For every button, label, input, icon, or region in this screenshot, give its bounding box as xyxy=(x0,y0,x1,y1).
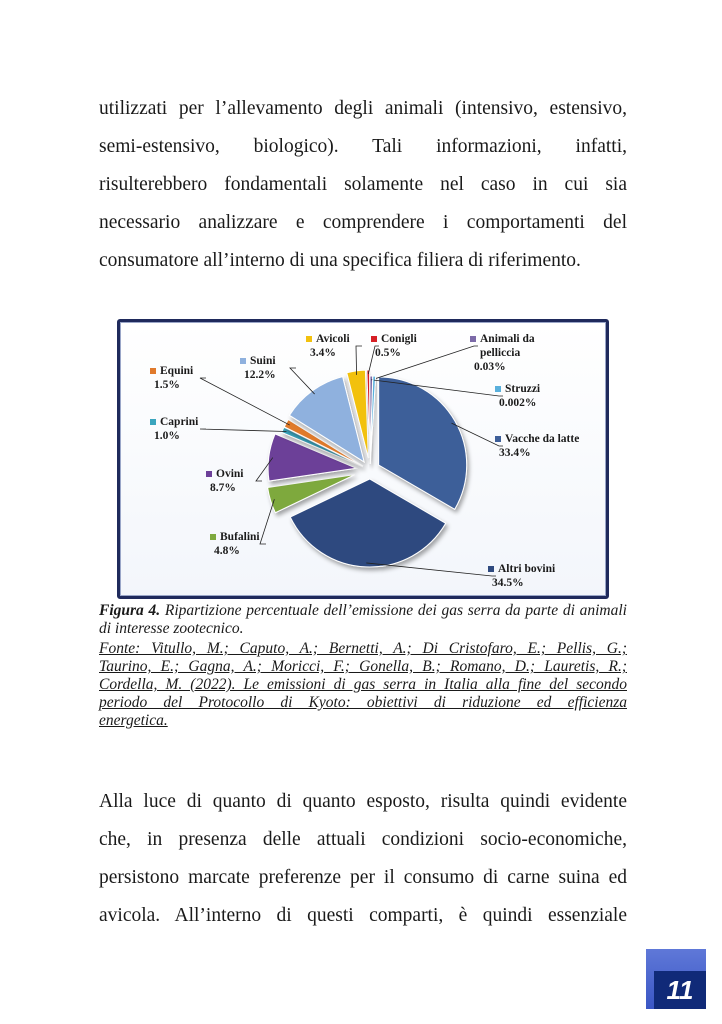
text-line: che, in presenza delle attuali condizioni socio-economiche, xyxy=(99,829,627,850)
legend-swatch xyxy=(495,386,501,392)
slice-value-label: 34.5% xyxy=(492,577,524,589)
leader-line xyxy=(366,563,496,576)
text-line: risulterebbero fondamentali solamente nel caso in cui sia xyxy=(99,174,627,195)
page-number-badge xyxy=(646,949,706,1009)
slice-label: Equini xyxy=(160,365,194,377)
text-line: necessario analizzare e comprendere i comportamenti del xyxy=(99,212,627,233)
slice-label: Altri bovini xyxy=(498,563,556,575)
slice-label: Avicoli xyxy=(316,333,350,345)
legend-swatch xyxy=(206,471,212,477)
source-line: periodo del Protocollo di Kyoto: obiettivi di riduzione ed efficienza xyxy=(99,694,627,711)
source-line: Fonte: Vitullo, M.; Caputo, A.; Bernetti, A.; Di Cristofaro, E.; Pellis, G.; xyxy=(99,640,627,657)
text-line: consumatore all’interno di una specifica filiera di riferimento. xyxy=(99,250,581,271)
slice-value-label: 8.7% xyxy=(210,482,236,494)
slice-label: Suini xyxy=(250,355,276,367)
figure-caption-text: Ripartizione percentuale dell’emissione dei gas serra da parte di animali di interesse zootecnico. xyxy=(99,602,627,637)
legend-swatch xyxy=(495,436,501,442)
text-line: persistono marcate preferenze per il consumo di carne suina ed xyxy=(99,867,627,888)
source-line: energetica. xyxy=(99,712,168,729)
slice-label: Struzzi xyxy=(505,383,541,395)
text-line: semi-estensivo, biologico). Tali informazioni, infatti, xyxy=(99,136,627,157)
leader-line xyxy=(260,499,274,544)
slice-value-label: 12.2% xyxy=(244,369,276,381)
pie-slice-vacche-da-latte xyxy=(379,377,467,509)
leader-line xyxy=(200,429,286,431)
slice-value-label: 0.5% xyxy=(375,347,401,359)
legend-swatch xyxy=(210,534,216,540)
pie-chart xyxy=(120,322,606,596)
legend-swatch xyxy=(240,358,246,364)
text-line: utilizzati per l’allevamento degli animali (intensivo, estensivo, xyxy=(99,98,627,119)
source-line: Taurino, E.; Gagna, A.; Moricci, F.; Gonella, B.; Romano, D.; Lauretis, R.; xyxy=(99,658,627,675)
legend-swatch xyxy=(150,368,156,374)
legend-swatch xyxy=(306,336,312,342)
pie-chart-figure xyxy=(117,319,609,599)
source-line: Cordella, M. (2022). Le emissioni di gas serra in Italia alla fine del secondo xyxy=(99,676,627,693)
slice-label: Bufalini xyxy=(220,531,260,543)
legend-swatch xyxy=(470,336,476,342)
slice-value-label: 0.002% xyxy=(499,397,537,409)
body-paragraph-bottom xyxy=(99,783,627,935)
leader-line xyxy=(200,378,290,425)
leader-line xyxy=(290,368,315,394)
figure-caption xyxy=(99,602,627,638)
slice-label: Animali da xyxy=(480,333,535,345)
slice-value-label: 1.0% xyxy=(154,430,180,442)
legend-swatch xyxy=(150,419,156,425)
slice-label: Vacche da latte xyxy=(505,433,580,445)
slice-label: pelliccia xyxy=(480,347,521,359)
slice-value-label: 3.4% xyxy=(310,347,336,359)
slice-label: Caprini xyxy=(160,416,199,428)
legend-swatch xyxy=(488,566,494,572)
slice-value-label: 4.8% xyxy=(214,545,240,557)
body-paragraph-top xyxy=(99,90,627,280)
figure-source xyxy=(99,640,627,730)
slice-value-label: 33.4% xyxy=(499,447,531,459)
legend-swatch xyxy=(371,336,377,342)
text-line: Alla luce di quanto di quanto esposto, risulta quindi evidente xyxy=(99,791,627,812)
text-line: avicola. All’interno di questi comparti, è quindi essenziale xyxy=(99,905,627,926)
slice-value-label: 0.03% xyxy=(474,361,506,373)
slice-value-label: 1.5% xyxy=(154,379,180,391)
page-number: 11 xyxy=(654,971,706,1009)
slice-label: Conigli xyxy=(381,333,417,345)
figure-caption-label: Figura 4. xyxy=(99,602,161,619)
slice-label: Ovini xyxy=(216,468,244,480)
